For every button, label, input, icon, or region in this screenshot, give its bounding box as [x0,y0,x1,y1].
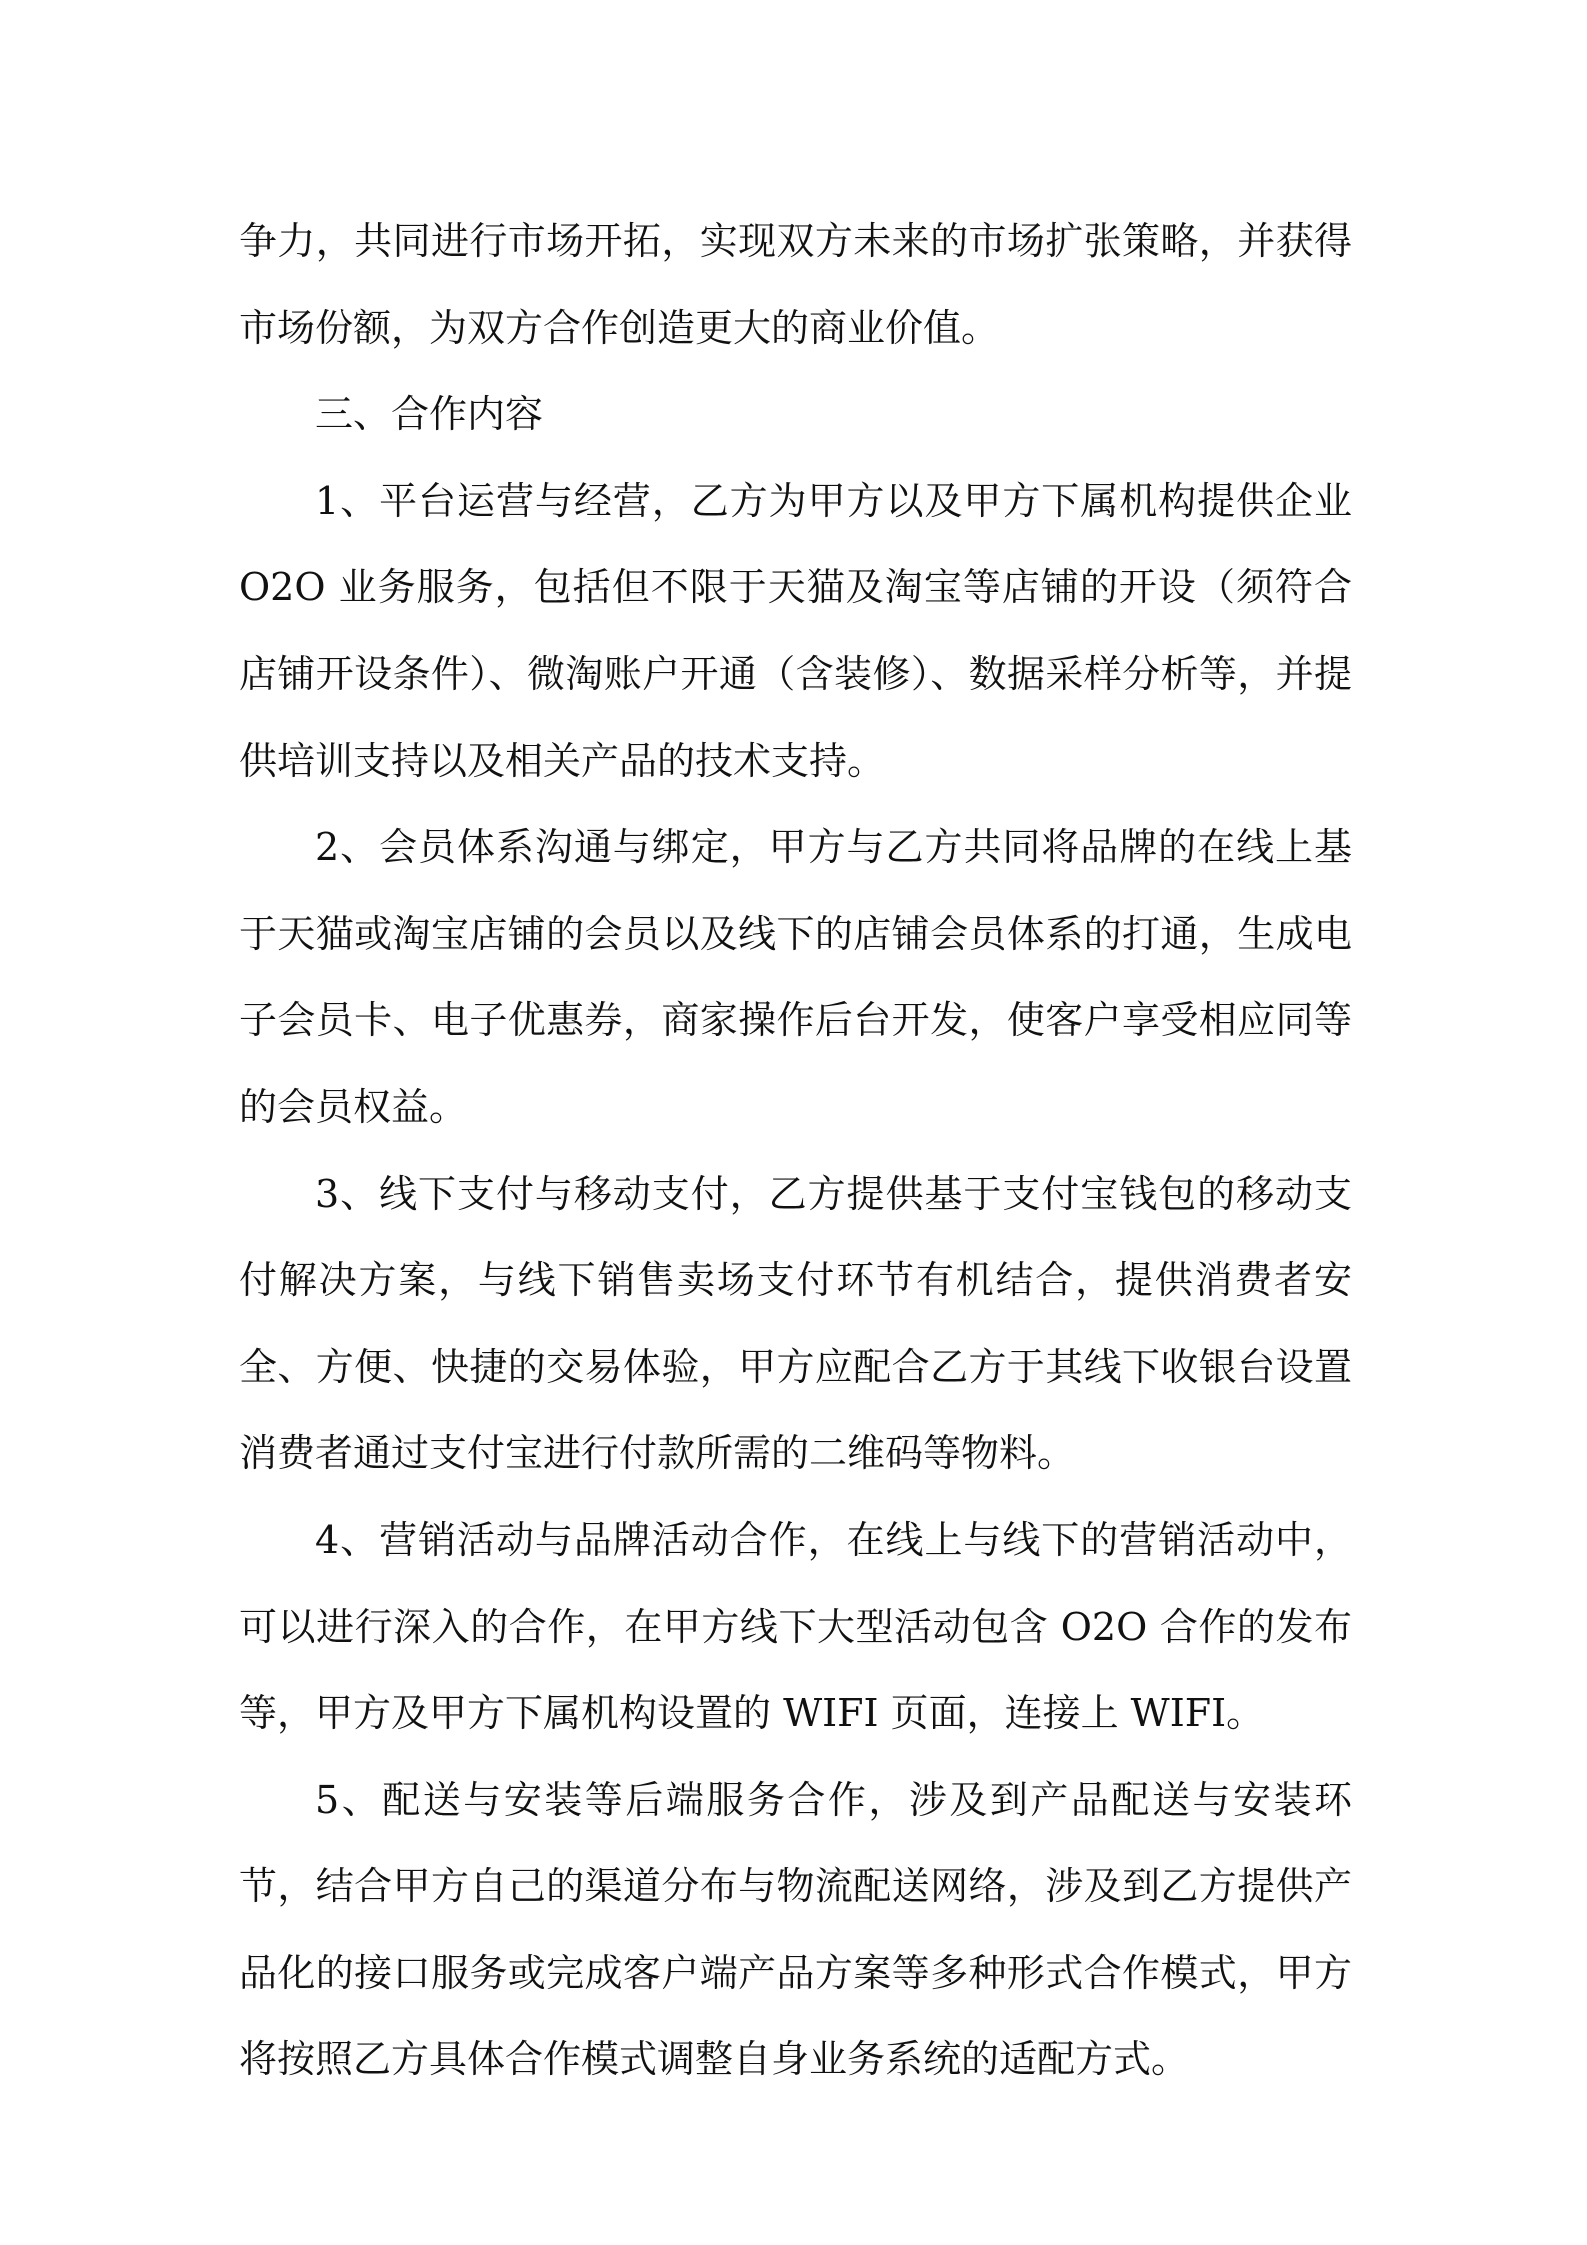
paragraph-item-5: 5、配送与安装等后端服务合作，涉及到产品配送与安装环节，结合甲方自己的渠道分布与物流配送网络，涉及到乙方提供产品化的接口服务或完成客户端产品方案等多种形式合作模式，甲方将按照乙方具体合作模式调整自身业务系统的适配方式。 [239,1777,1352,2082]
document-body [239,198,1352,2103]
paragraph-continuation: 争力，共同进行市场开拓，实现双方未来的市场扩张策略，并获得市场份额，为双方合作创造更大的商业价值。 [239,219,1352,350]
section-heading-cooperation-content: 三、合作内容 [315,392,544,437]
paragraph-item-1: 1、平台运营与经营，乙方为甲方以及甲方下属机构提供企业 O2O 业务服务，包括但不限于天猫及淘宝等店铺的开设（须符合店铺开设条件）、微淘账户开通（含装修）、数据采样分析等，并提供培训支持以及相关产品的技术支持。 [239,478,1352,783]
paragraph-item-4: 4、营销活动与品牌活动合作，在线上与线下的营销活动中，可以进行深入的合作，在甲方线下大型活动包含 O2O 合作的发布等，甲方及甲方下属机构设置的 WIFI 页面，连接上 WIFI。 [239,1517,1352,1736]
paragraph-item-2: 2、会员体系沟通与绑定，甲方与乙方共同将品牌的在线上基于天猫或淘宝店铺的会员以及线下的店铺会员体系的打通，生成电子会员卡、电子优惠券，商家操作后台开发，使客户享受相应同等的会员权益。 [239,825,1352,1129]
paragraph-item-3: 3、线下支付与移动支付，乙方提供基于支付宝钱包的移动支付解决方案，与线下销售卖场支付环节有机结合，提供消费者安全、方便、快捷的交易体验，甲方应配合乙方于其线下收银台设置消费者通过支付宝进行付款所需的二维码等物料。 [239,1171,1352,1476]
